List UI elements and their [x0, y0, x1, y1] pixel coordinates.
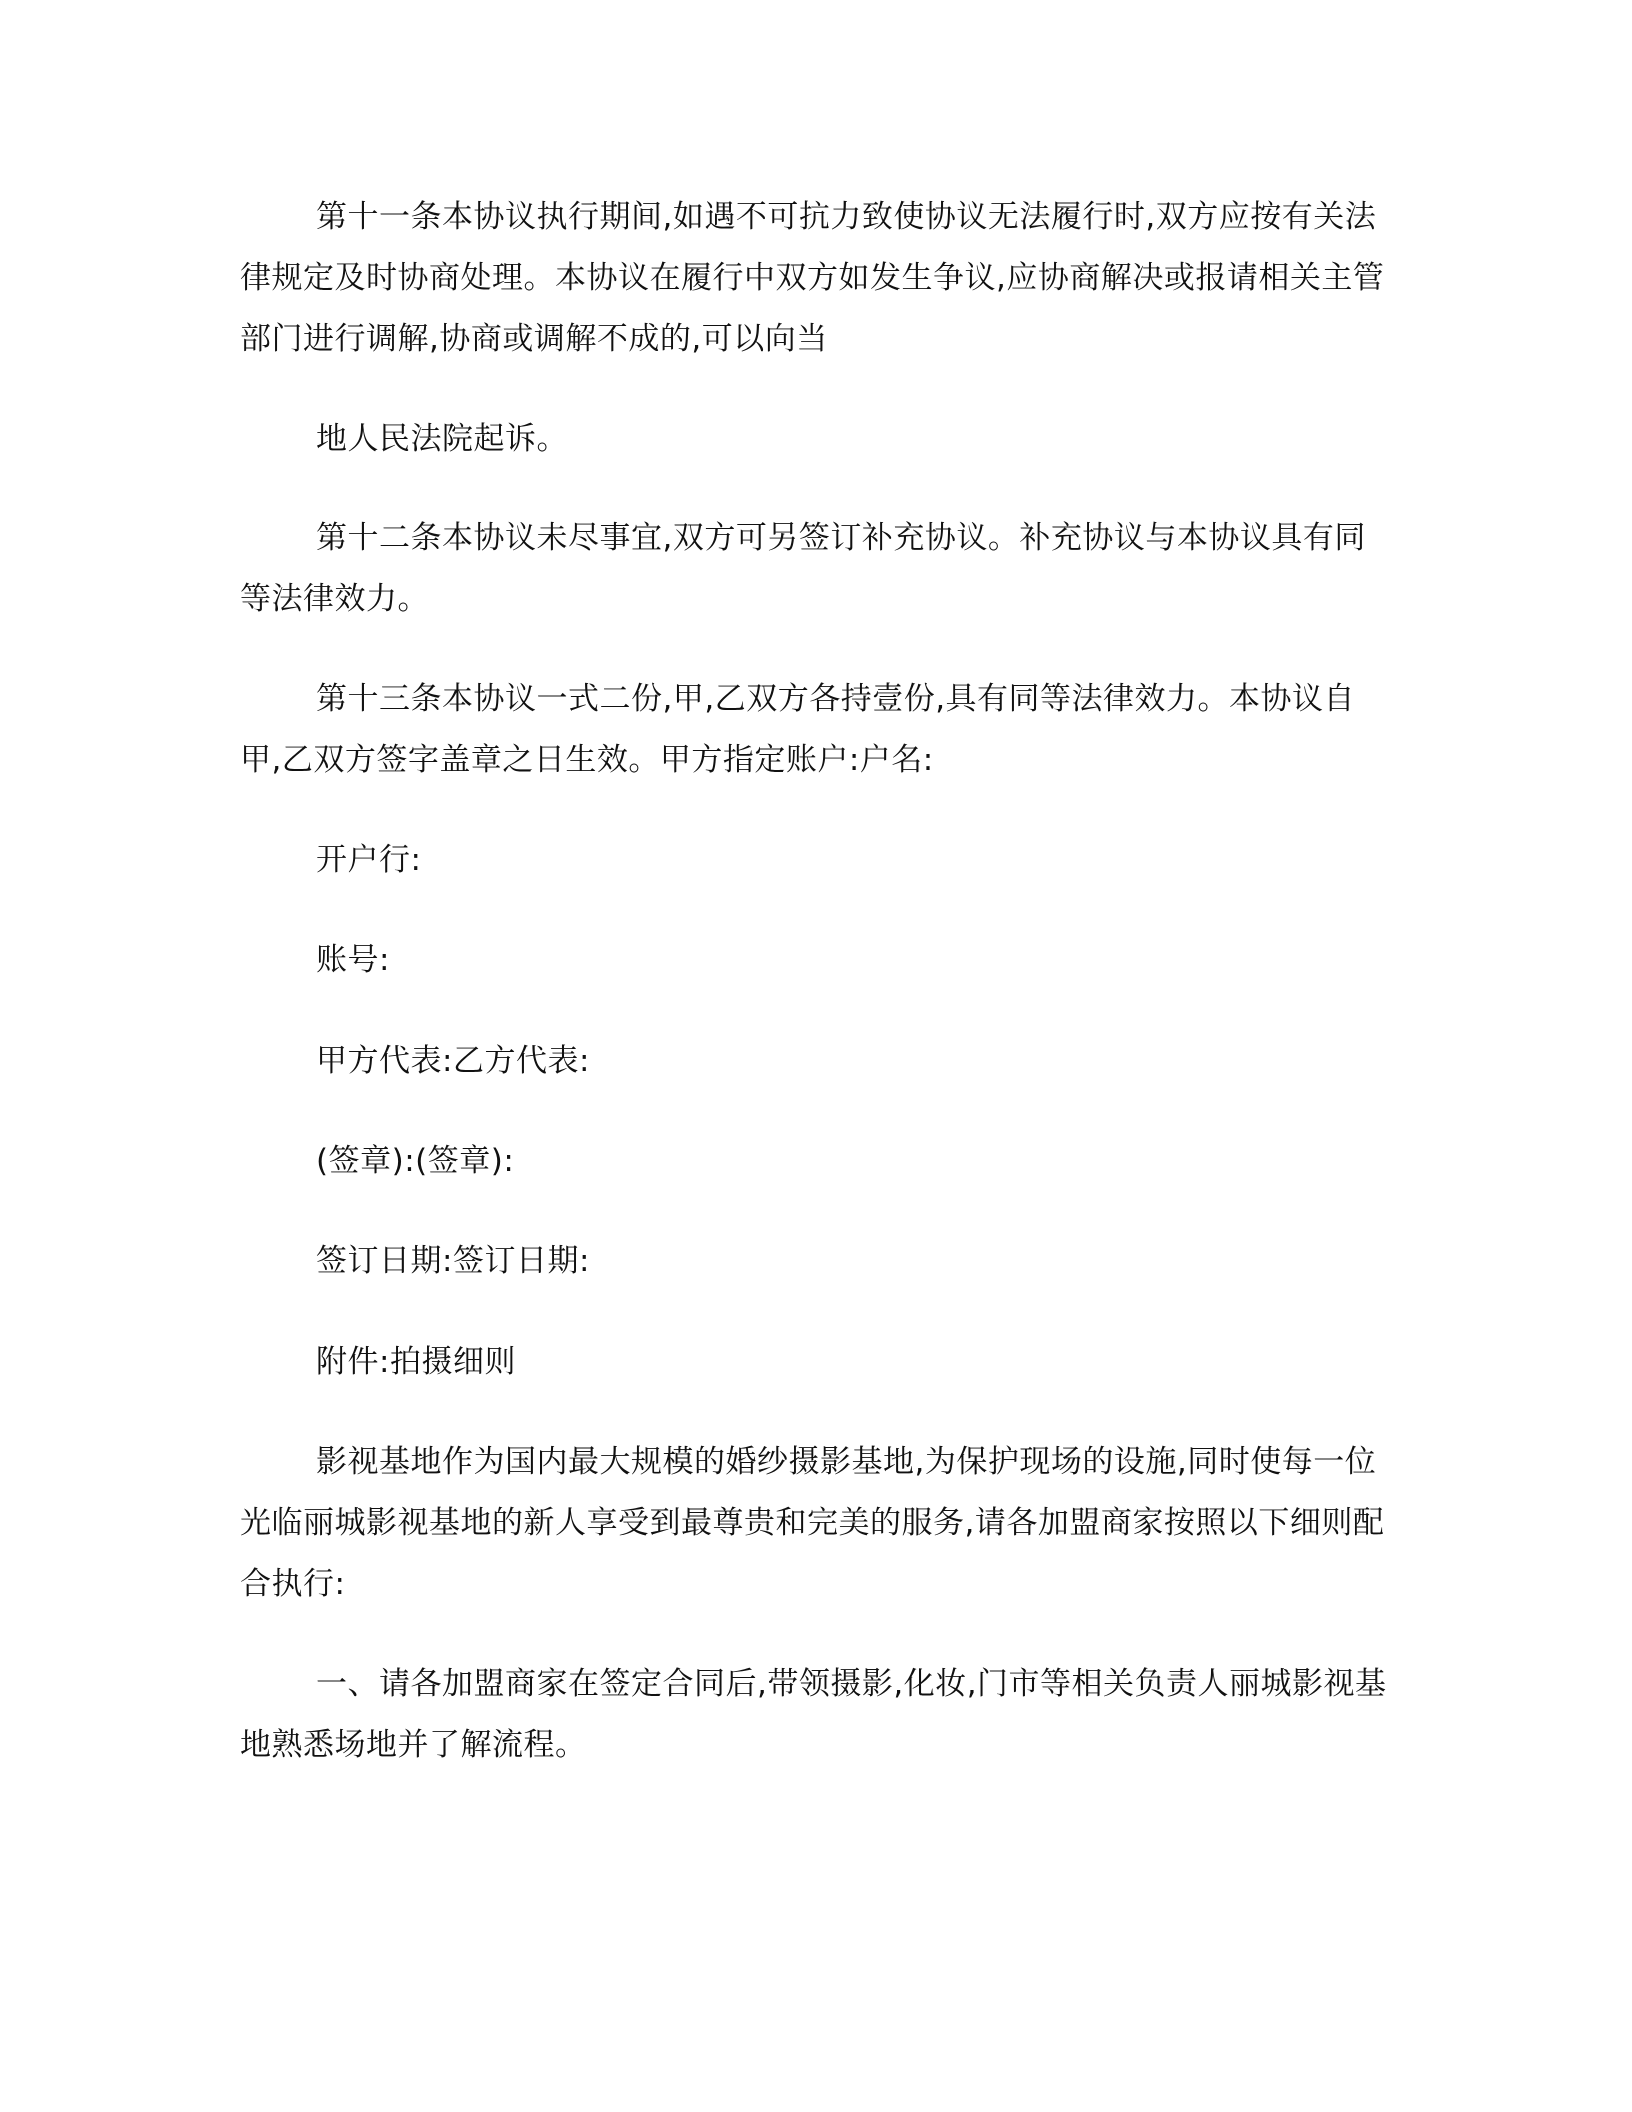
article-12-paragraph: 第十二条本协议未尽事宜,双方可另签订补充协议。补充协议与本协议具有同等法律效力。: [240, 520, 1366, 617]
signature-seal-line: (签章):(签章):: [316, 1143, 515, 1179]
article-13-paragraph: 第十三条本协议一式二份,甲,乙双方各持壹份,具有同等法律效力。本协议自甲,乙双方签字盖章之日生效。甲方指定账户:户名:: [240, 681, 1356, 778]
signing-date-line: 签订日期:签订日期:: [316, 1243, 590, 1279]
attachment-item-1: 一、请各加盟商家在签定合同后,带领摄影,化妆,门市等相关负责人丽城影视基地熟悉场地并了解流程。: [240, 1666, 1387, 1763]
account-number-line: 账号:: [316, 942, 390, 978]
article-11-paragraph: 第十一条本协议执行期间,如遇不可抗力致使协议无法履行时,双方应按有关法律规定及时协商处理。本协议在履行中双方如发生争议,应协商解决或报请相关主管部门进行调解,协商或调解不成的,可以向当: [240, 199, 1385, 357]
bank-name-line: 开户行:: [316, 842, 422, 878]
representatives-line: 甲方代表:乙方代表:: [316, 1043, 590, 1079]
article-11-continuation: 地人民法院起诉。: [316, 421, 568, 457]
attachment-heading: 附件:拍摄细则: [316, 1344, 516, 1380]
attachment-intro-paragraph: 影视基地作为国内最大规模的婚纱摄影基地,为保护现场的设施,同时使每一位光临丽城影视基地的新人享受到最尊贵和完美的服务,请各加盟商家按照以下细则配合执行:: [240, 1444, 1385, 1602]
